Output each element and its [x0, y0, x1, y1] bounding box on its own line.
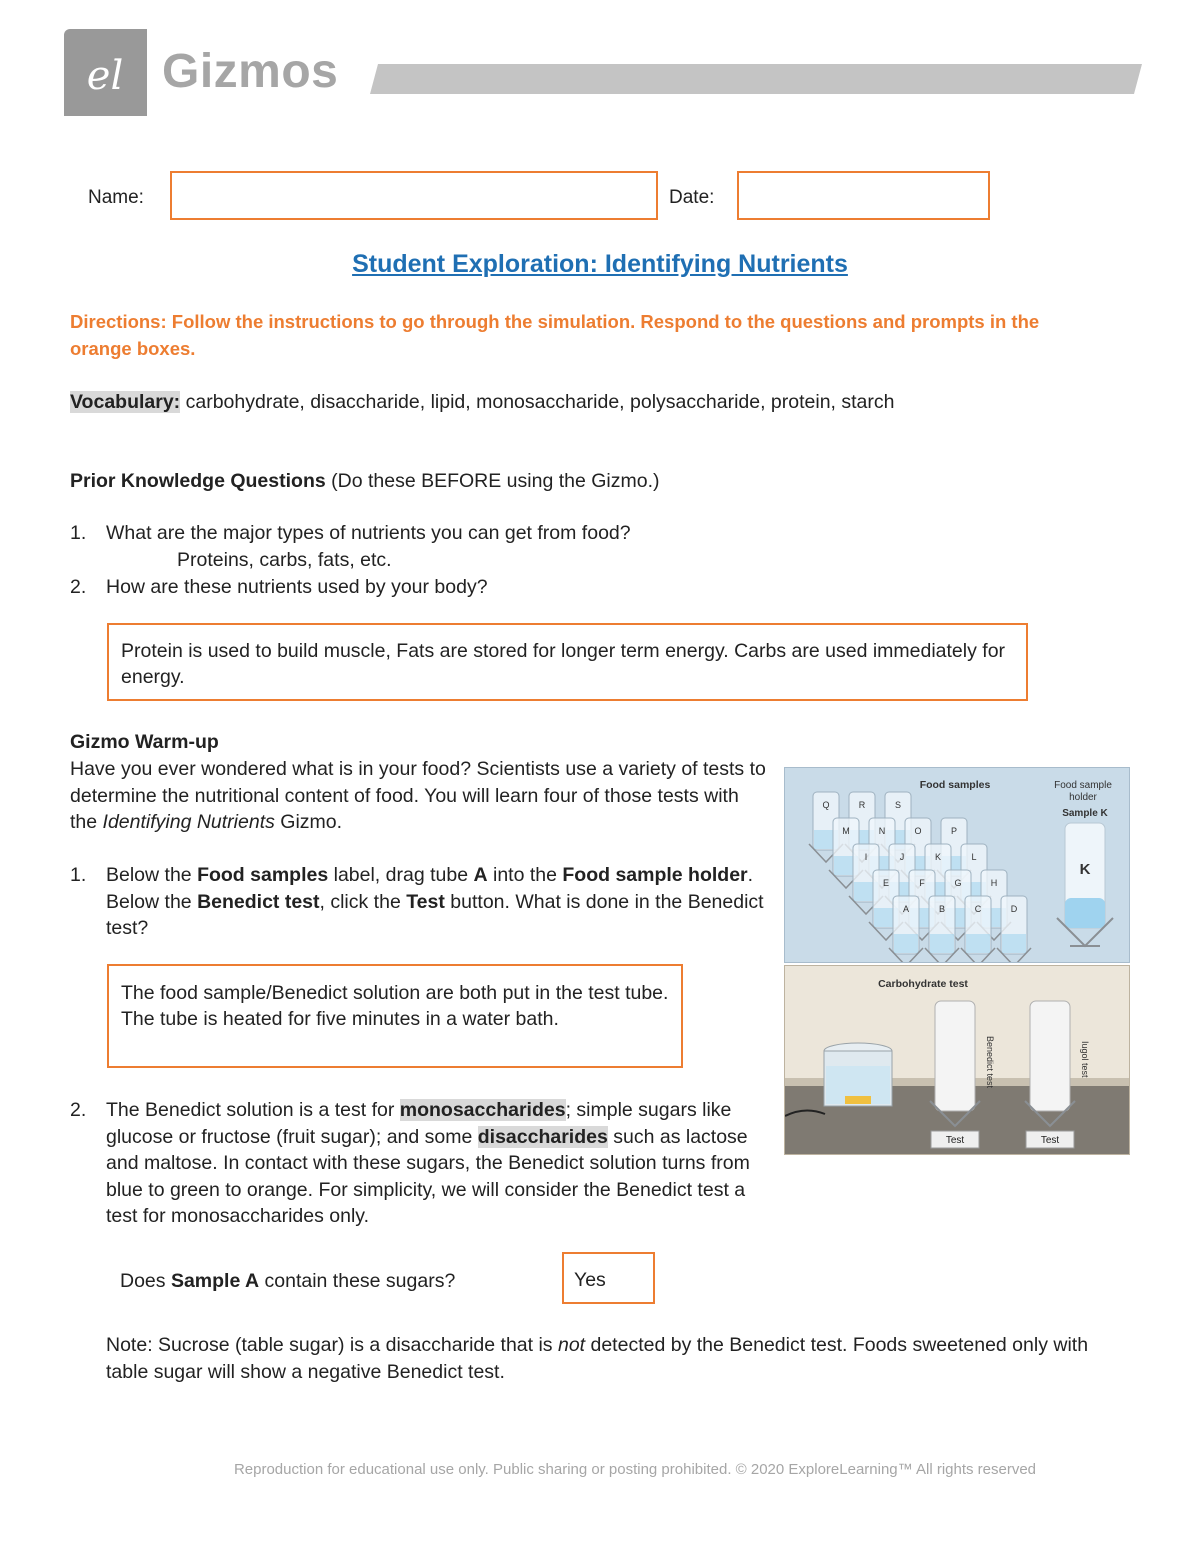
q1-bold: Test — [406, 890, 445, 913]
prior-q2-answer-box[interactable] — [107, 623, 1028, 701]
q1-text: button. What is done in the Benedict test? — [106, 890, 764, 939]
q1-text: Below the — [106, 864, 198, 886]
sample-tube-letter: N — [878, 826, 886, 836]
warmup-heading: Gizmo Warm-up — [70, 731, 219, 753]
brand-name: Gizmos — [162, 45, 339, 98]
q2-text: such as lactose and maltose. In contact with these sugars, the Benedict solution turns from blue to green to orange. For simplicity, we will consider the Benedict test a test for monosaccharides only. — [106, 1125, 750, 1227]
sample-tube-letter: C — [974, 904, 982, 914]
explorelearning-logo — [64, 29, 147, 116]
holder-label-2: holder — [1069, 792, 1097, 803]
benedict-test-button-label: Test — [945, 1135, 965, 1146]
prior-q1: What are the major types of nutrients you can get from food? — [106, 522, 631, 544]
note-text: Note: Sucrose (table sugar) is a disaccharide that is — [106, 1334, 558, 1356]
warmup-intro-text: Have you ever wondered what is in your food? Scientists use a variety of tests to determine the nutritional content of food. You will learn four of those tests with the — [70, 758, 766, 833]
date-label: Date: — [669, 187, 715, 208]
warmup-q2-answer-box[interactable] — [562, 1252, 655, 1304]
footer: Reproduction for educational use only. Public sharing or posting prohibited. © 2020 ExploreLearning™ All rights reserved — [233, 1461, 1037, 1478]
tube-rack — [809, 792, 1031, 963]
warmup-q1-number: 1. — [70, 864, 87, 886]
name-label: Name: — [88, 187, 144, 208]
benedict-tube-label: Benedict test — [985, 1036, 995, 1089]
food-samples-graphic — [785, 768, 1130, 963]
vocabulary-terms: carbohydrate, disaccharide, lipid, monosaccharide, polysaccharide, protein, starch — [185, 391, 895, 413]
sample-k-label: Sample K — [1062, 808, 1108, 819]
sample-tube-liquid — [1002, 934, 1026, 953]
sample-tube-letter: B — [938, 904, 946, 914]
sim-food-samples-panel — [784, 767, 1130, 963]
q1-bold: A — [473, 864, 488, 886]
logo-icon — [64, 29, 147, 116]
sample-tube-letter: A — [902, 904, 910, 914]
sample-tube-letter: S — [894, 800, 902, 810]
q2-highlight-disaccharides: disaccharides — [477, 1125, 608, 1148]
sample-tube-letter: H — [990, 878, 998, 888]
q1-text: , click the — [319, 890, 407, 913]
warmup-intro-italic: Identifying Nutrients — [102, 811, 275, 833]
prior-q2-number: 2. — [70, 576, 87, 598]
prior-heading-text: Prior Knowledge Questions — [70, 470, 326, 492]
date-field[interactable] — [737, 171, 990, 220]
q1-bold: Food samples — [197, 864, 329, 886]
q2-question-text: Does — [120, 1270, 171, 1292]
sample-tube-letter: P — [950, 826, 958, 836]
sample-tube-letter: D — [1010, 904, 1018, 914]
sample-tube-letter: R — [858, 800, 866, 810]
prior-heading-note: (Do these BEFORE using the Gizmo.) — [331, 470, 660, 492]
q2-text: The Benedict solution is a test for — [106, 1099, 400, 1121]
warmup-q1-answer-box[interactable] — [107, 964, 683, 1068]
q2-text: ; simple sugars like glucose or fructose (fruit sugar); and some — [106, 1099, 732, 1148]
sample-tube-liquid — [930, 934, 954, 953]
sample-tube-letter: I — [864, 852, 868, 862]
q2-question-bold: Sample A — [170, 1270, 260, 1292]
directions: Directions: Follow the instructions to go through the simulation. Respond to the questions and prompts in the orange boxes. — [70, 311, 1040, 359]
warmup-q2-answer: Yes — [574, 1269, 606, 1291]
prior-q2-answer: Protein is used to build muscle, Fats are stored for longer term energy. Carbs are used immediately for energy. — [121, 640, 1006, 688]
sample-tube-liquid — [894, 934, 918, 953]
q2-highlight-monosaccharides: monosaccharides — [399, 1099, 566, 1121]
warmup-note — [106, 1332, 1116, 1385]
vocabulary-label: Vocabulary: — [70, 391, 181, 413]
q1-text: into the — [487, 864, 563, 886]
iodine-test-button-label: Test — [1040, 1135, 1060, 1146]
warmup-intro-end: Gizmo. — [274, 811, 343, 833]
sample-tube-liquid — [966, 934, 990, 953]
warmup-q1 — [106, 862, 771, 942]
page-title: Student Exploration: Identifying Nutrients — [352, 250, 848, 278]
logo-letters: el — [86, 53, 124, 99]
holder-tube-liquid — [1065, 898, 1105, 928]
sample-tube-letter: K — [934, 852, 942, 862]
prior-q1-number: 1. — [70, 522, 87, 544]
sample-tube-letter: E — [882, 878, 890, 888]
sample-tube-letter: J — [899, 852, 905, 862]
benedict-tube — [935, 1001, 975, 1111]
sim-carbohydrate-test-panel — [784, 965, 1130, 1155]
holder-label-1: Food sample — [1054, 780, 1112, 791]
iodine-tube — [1030, 1001, 1070, 1111]
header-bar — [370, 64, 1142, 94]
prior-q2: How are these nutrients used by your body? — [106, 576, 488, 598]
vocabulary — [70, 389, 1130, 416]
carbohydrate-test-graphic — [785, 966, 1130, 1155]
food-samples-label: Food samples — [919, 779, 991, 791]
holder-tube-letter: K — [1079, 861, 1091, 878]
sample-tube-letter: M — [842, 826, 850, 836]
q1-bold: Food sample holder — [562, 864, 748, 886]
warmup-intro — [70, 756, 770, 836]
q1-text: . Below the — [106, 864, 754, 913]
warmup-q2-question — [120, 1268, 455, 1295]
note-end: detected by the Benedict test. Foods sweetened only with table sugar will show a negative Benedict test. — [106, 1334, 1089, 1383]
sample-tube-letter: Q — [822, 800, 830, 810]
warmup-q2 — [106, 1097, 771, 1230]
heater — [845, 1096, 871, 1104]
note-italic: not — [557, 1334, 586, 1356]
iodine-tube-label: Iugol test — [1080, 1041, 1090, 1078]
sample-tube-letter: G — [954, 878, 962, 888]
carb-test-label: Carbohydrate test — [878, 978, 968, 990]
warmup-q1-answer: The food sample/Benedict solution are both put in the test tube. The tube is heated for five minutes in a water bath. — [121, 982, 669, 1030]
sample-tube-letter: L — [971, 852, 977, 862]
sample-tube-letter: F — [919, 878, 925, 888]
prior-q1-answer[interactable]: Proteins, carbs, fats, etc. — [177, 549, 392, 571]
q1-bold: Benedict test — [197, 890, 320, 913]
sample-tube-letter: O — [914, 826, 922, 836]
q1-text: label, drag tube — [328, 864, 474, 886]
warmup-q2-number: 2. — [70, 1099, 87, 1121]
q2-question-end: contain these sugars? — [259, 1270, 456, 1292]
name-field[interactable] — [170, 171, 658, 220]
prior-knowledge-heading — [70, 468, 660, 495]
